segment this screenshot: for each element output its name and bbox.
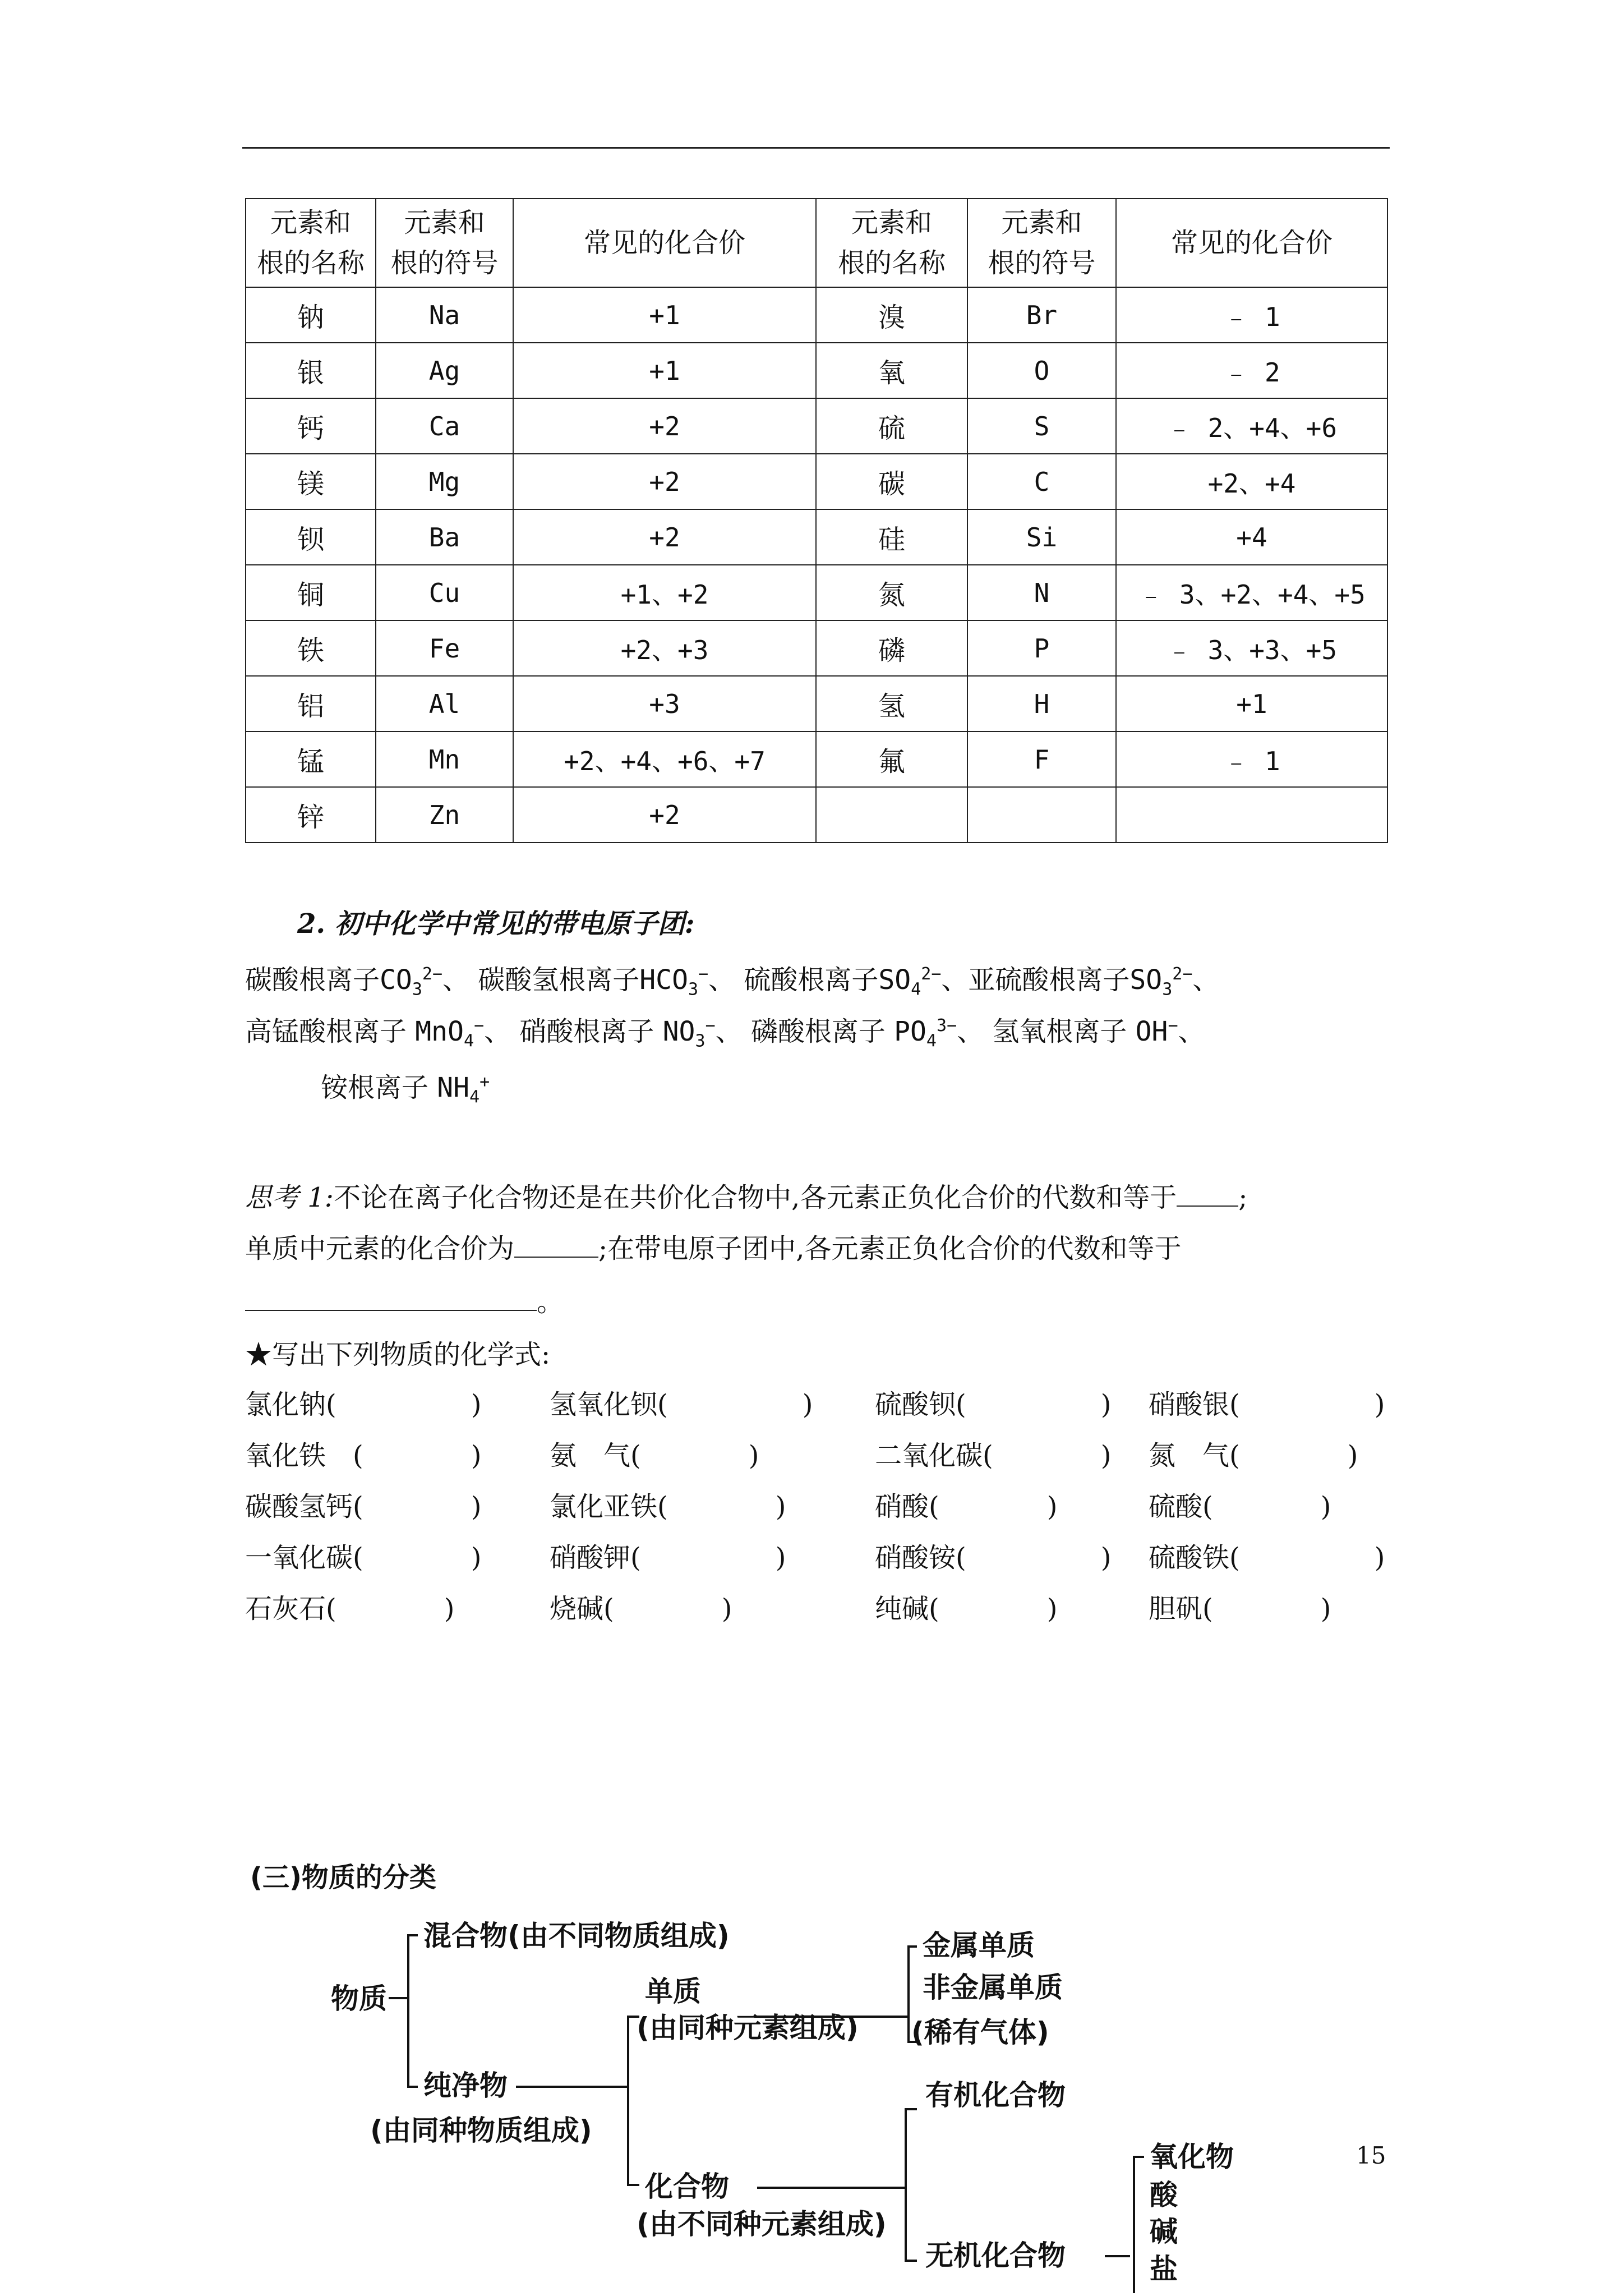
exercise-item: 石灰石( ): [245, 1593, 455, 1625]
table-cell: 氮: [816, 565, 967, 620]
formula-base: OH: [1135, 1016, 1168, 1047]
valence-table: [245, 198, 1388, 843]
think-label: 思考 1:: [245, 1182, 334, 1213]
node-pure: 纯净物: [423, 2069, 508, 2102]
ion-name: 氢氧根离子: [992, 1016, 1127, 1047]
classification-title: (三)物质的分类: [250, 1862, 436, 1893]
node-pure-note: (由同种物质组成): [370, 2114, 592, 2147]
ion-name: 磷酸根离子: [750, 1016, 886, 1047]
node-root: 物质: [331, 1982, 387, 2015]
table-cell: [1116, 787, 1387, 843]
table-cell: +2、+3: [513, 620, 816, 676]
table-cell: C: [967, 454, 1116, 509]
table-cell: 铁: [246, 620, 376, 676]
table-cell: ﹣ 2、+4、+6: [1116, 398, 1387, 454]
table-row: [246, 731, 1387, 787]
table-cell: 银: [246, 343, 376, 398]
formula-charge: 2−: [422, 964, 442, 984]
node-mixture: 混合物(由不同物质组成): [423, 1920, 730, 1952]
formula-sub: 3: [1162, 979, 1173, 1000]
table-cell: Ca: [376, 398, 513, 454]
table-header-row: [246, 199, 1387, 287]
ion-entry: [992, 1016, 1205, 1047]
exercise-item: 二氧化碳( ): [875, 1440, 1112, 1471]
table-cell: 氟: [816, 731, 967, 787]
formula-charge: 2−: [921, 964, 942, 984]
ion-entry: [478, 964, 744, 1000]
ion-sep: 、: [484, 1016, 520, 1047]
table-cell: 硫: [816, 398, 967, 454]
table-cell: Zn: [376, 787, 513, 843]
table-cell: P: [967, 620, 1116, 676]
table-cell: +2: [513, 509, 816, 565]
table-cell: 钠: [246, 287, 376, 343]
exercise-item: 氢氧化钡( ): [550, 1389, 813, 1420]
ion-sep: 、: [708, 964, 744, 996]
table-cell: 钙: [246, 398, 376, 454]
table-cell: O: [967, 343, 1116, 398]
table-cell: Si: [967, 509, 1116, 565]
table-cell: ﹣ 3、+3、+5: [1116, 620, 1387, 676]
header-rule: [242, 147, 1390, 149]
ion-name: 铵根离子: [321, 1072, 429, 1103]
formula-base: NH: [437, 1072, 470, 1103]
table-row: [246, 565, 1387, 620]
exercise-item: 纯碱( ): [875, 1593, 1058, 1625]
ion-formula: [1129, 964, 1193, 1000]
ion-sep: 、: [1192, 964, 1220, 996]
ion-name: 碳酸根离子: [245, 964, 380, 996]
table-cell: +1: [513, 343, 816, 398]
section-2-title: 2. 初中化学中常见的带电原子团:: [297, 908, 695, 940]
table-row: [246, 787, 1387, 843]
exercise-item: 一氧化碳( ): [245, 1542, 482, 1573]
formula-sub: 3: [695, 1031, 706, 1051]
table-cell: Ag: [376, 343, 513, 398]
table-cell: [816, 787, 967, 843]
table-cell: Br: [967, 287, 1116, 343]
formula-base: HCO: [639, 964, 688, 996]
ion-entry: [519, 1016, 751, 1051]
page-number: 15: [1356, 2142, 1386, 2169]
ion-formula: [878, 964, 942, 1000]
ion-entry: [968, 964, 1220, 1000]
table-cell: +2、+4、+6、+7: [513, 731, 816, 787]
formula-charge: 2−: [1172, 964, 1193, 984]
ion-sep: 、: [715, 1016, 751, 1047]
exercise-item: 硝酸钾( ): [550, 1542, 786, 1573]
table-cell: 锰: [246, 731, 376, 787]
header-cell: 常见的化合价: [1116, 199, 1387, 287]
ion-sep: 、: [941, 964, 969, 996]
table-cell: 氧: [816, 343, 967, 398]
exercise-item: 碳酸氢钙( ): [245, 1491, 482, 1522]
table-row: [246, 398, 1387, 454]
ion-formula: [639, 964, 709, 1000]
ion-name: 硫酸根离子: [744, 964, 879, 996]
exercise-item: 氨 气( ): [550, 1440, 759, 1471]
think-end-3: 。: [537, 1286, 564, 1318]
formula-charge: −: [474, 1016, 485, 1036]
ion-line-1: [245, 958, 1219, 1000]
header-cell: 元素和 根的名称: [246, 199, 376, 287]
formula-base: CO: [380, 964, 412, 996]
header-cell: 常见的化合价: [513, 199, 816, 287]
formula-base: PO: [894, 1016, 926, 1047]
table-cell: ﹣ 3、+2、+4、+5: [1116, 565, 1387, 620]
formula-base: NO: [662, 1016, 695, 1047]
table-cell: H: [967, 676, 1116, 731]
table-cell: 镁: [246, 454, 376, 509]
header-cell: 元素和 根的符号: [967, 199, 1116, 287]
node-compound-note: (由不同种元素组成): [637, 2208, 887, 2240]
node-salt: 盐: [1150, 2253, 1178, 2285]
table-cell: +2: [513, 398, 816, 454]
ion-entry: [245, 964, 478, 1000]
exercise-item: 硫酸钡( ): [875, 1389, 1112, 1420]
exercise-item: 氯化钠( ): [245, 1389, 482, 1420]
table-cell: ﹣ 2: [1116, 343, 1387, 398]
table-cell: S: [967, 398, 1116, 454]
ion-sep: 、: [442, 964, 478, 996]
table-cell: 硅: [816, 509, 967, 565]
think-line-2: [245, 1227, 1181, 1266]
table-cell: Ba: [376, 509, 513, 565]
table-cell: +1、+2: [513, 565, 816, 620]
exercise-item: 烧碱( ): [550, 1593, 732, 1625]
ion-entry: [321, 1072, 490, 1107]
think-text-3: ;在带电原子团中,各元素正负化合价的代数和等于: [598, 1233, 1182, 1264]
blank-2: [514, 1234, 598, 1258]
exercise-item: 硝酸银( ): [1149, 1389, 1385, 1420]
table-cell: Na: [376, 287, 513, 343]
table-cell: 铝: [246, 676, 376, 731]
formula-base: SO: [878, 964, 911, 996]
ion-entry: [750, 1016, 993, 1051]
table-cell: F: [967, 731, 1116, 787]
node-element-note: (由同种元素组成): [637, 2012, 859, 2044]
think-line-3: [245, 1280, 564, 1319]
formula-sub: 4: [469, 1087, 480, 1107]
ion-formula: [415, 1016, 485, 1051]
exercise-item: 硫酸铁( ): [1149, 1542, 1385, 1573]
node-base: 碱: [1150, 2215, 1178, 2248]
node-inorganic: 无机化合物: [925, 2239, 1066, 2272]
table-cell: +2: [513, 454, 816, 509]
formula-sub: 3: [688, 979, 699, 1000]
think-line-1: [245, 1176, 1247, 1214]
table-cell: 碳: [816, 454, 967, 509]
table-cell: Al: [376, 676, 513, 731]
header-cell: 元素和 根的符号: [376, 199, 513, 287]
table-row: [246, 676, 1387, 731]
node-nonmetal: 非金属单质: [923, 1971, 1063, 2004]
table-cell: N: [967, 565, 1116, 620]
node-compound: 化合物: [645, 2170, 729, 2203]
ion-sep: 、: [957, 1016, 993, 1047]
table-row: [246, 343, 1387, 398]
think-text-1: 不论在离子化合物还是在共价化合物中,各元素正负化合价的代数和等于: [333, 1182, 1177, 1213]
node-organic: 有机化合物: [925, 2079, 1066, 2111]
exercise-item: 硝酸铵( ): [875, 1542, 1112, 1573]
table-cell: +2: [513, 787, 816, 843]
ion-name: 硝酸根离子: [519, 1016, 654, 1047]
table-cell: +3: [513, 676, 816, 731]
table-cell: +1: [1116, 676, 1387, 731]
formula-base: MnO: [415, 1016, 464, 1047]
formula-charge: −: [698, 964, 709, 984]
node-element: 单质: [645, 1975, 701, 2008]
formula-charge: −: [1168, 1016, 1178, 1036]
table-cell: +1: [513, 287, 816, 343]
ion-formula: [1136, 1016, 1178, 1047]
ion-name: 碳酸氢根离子: [478, 964, 640, 996]
node-acid: 酸: [1150, 2179, 1178, 2211]
formula-base: SO: [1129, 964, 1163, 996]
formula-sub: 4: [926, 1031, 937, 1051]
table-cell: 溴: [816, 287, 967, 343]
table-cell: Mg: [376, 454, 513, 509]
ion-name: 高锰酸根离子: [245, 1016, 407, 1047]
table-cell: ﹣ 1: [1116, 287, 1387, 343]
ion-sep: 、: [1178, 1016, 1205, 1047]
table-cell: +2、+4: [1116, 454, 1387, 509]
table-cell: ﹣ 1: [1116, 731, 1387, 787]
node-noble: (稀有气体): [911, 2016, 1049, 2049]
table-row: [246, 287, 1387, 343]
exercise-item: 胆矾( ): [1149, 1593, 1331, 1625]
exercise-item: 硫酸( ): [1149, 1491, 1331, 1522]
ion-formula: [437, 1072, 490, 1107]
table-row: [246, 509, 1387, 565]
table-cell: [967, 787, 1116, 843]
node-metal: 金属单质: [923, 1929, 1035, 1962]
table-cell: Mn: [376, 731, 513, 787]
formula-charge: 3−: [936, 1016, 957, 1036]
formula-sub: 4: [463, 1031, 474, 1051]
formula-charge: +: [479, 1072, 490, 1092]
exercise-title: ★写出下列物质的化学式:: [245, 1339, 551, 1370]
table-cell: Fe: [376, 620, 513, 676]
table-row: [246, 454, 1387, 509]
ion-entry: [744, 964, 969, 1000]
ion-name: 亚硫酸根离子: [968, 964, 1130, 996]
exercise-item: 氯化亚铁( ): [550, 1491, 786, 1522]
exercise-item: 氧化铁 ( ): [245, 1440, 482, 1471]
classification-tree: [314, 1902, 1267, 2294]
ion-formula: [894, 1016, 957, 1051]
table-row: [246, 620, 1387, 676]
table-cell: 氢: [816, 676, 967, 731]
table-cell: 铜: [246, 565, 376, 620]
node-oxide: 氧化物: [1150, 2141, 1234, 2173]
table-cell: 磷: [816, 620, 967, 676]
table-cell: +4: [1116, 509, 1387, 565]
ion-line-3: [321, 1066, 490, 1107]
blank-1: [1177, 1183, 1238, 1207]
table-cell: 锌: [246, 787, 376, 843]
header-cell: 元素和 根的名称: [816, 199, 967, 287]
formula-charge: −: [705, 1016, 716, 1036]
table-cell: Cu: [376, 565, 513, 620]
formula-sub: 4: [911, 979, 921, 1000]
ion-formula: [380, 964, 442, 1000]
exercise-item: 硝酸( ): [875, 1491, 1058, 1522]
exercise-item: 氮 气( ): [1149, 1440, 1358, 1471]
ion-entry: [245, 1016, 520, 1051]
formula-sub: 3: [412, 979, 422, 1000]
table-cell: 钡: [246, 509, 376, 565]
think-text-2: 单质中元素的化合价为: [245, 1233, 515, 1264]
blank-3: [245, 1287, 537, 1311]
ion-formula: [662, 1016, 716, 1051]
ion-line-2: [245, 1010, 1205, 1051]
think-end-1: ;: [1238, 1182, 1248, 1213]
